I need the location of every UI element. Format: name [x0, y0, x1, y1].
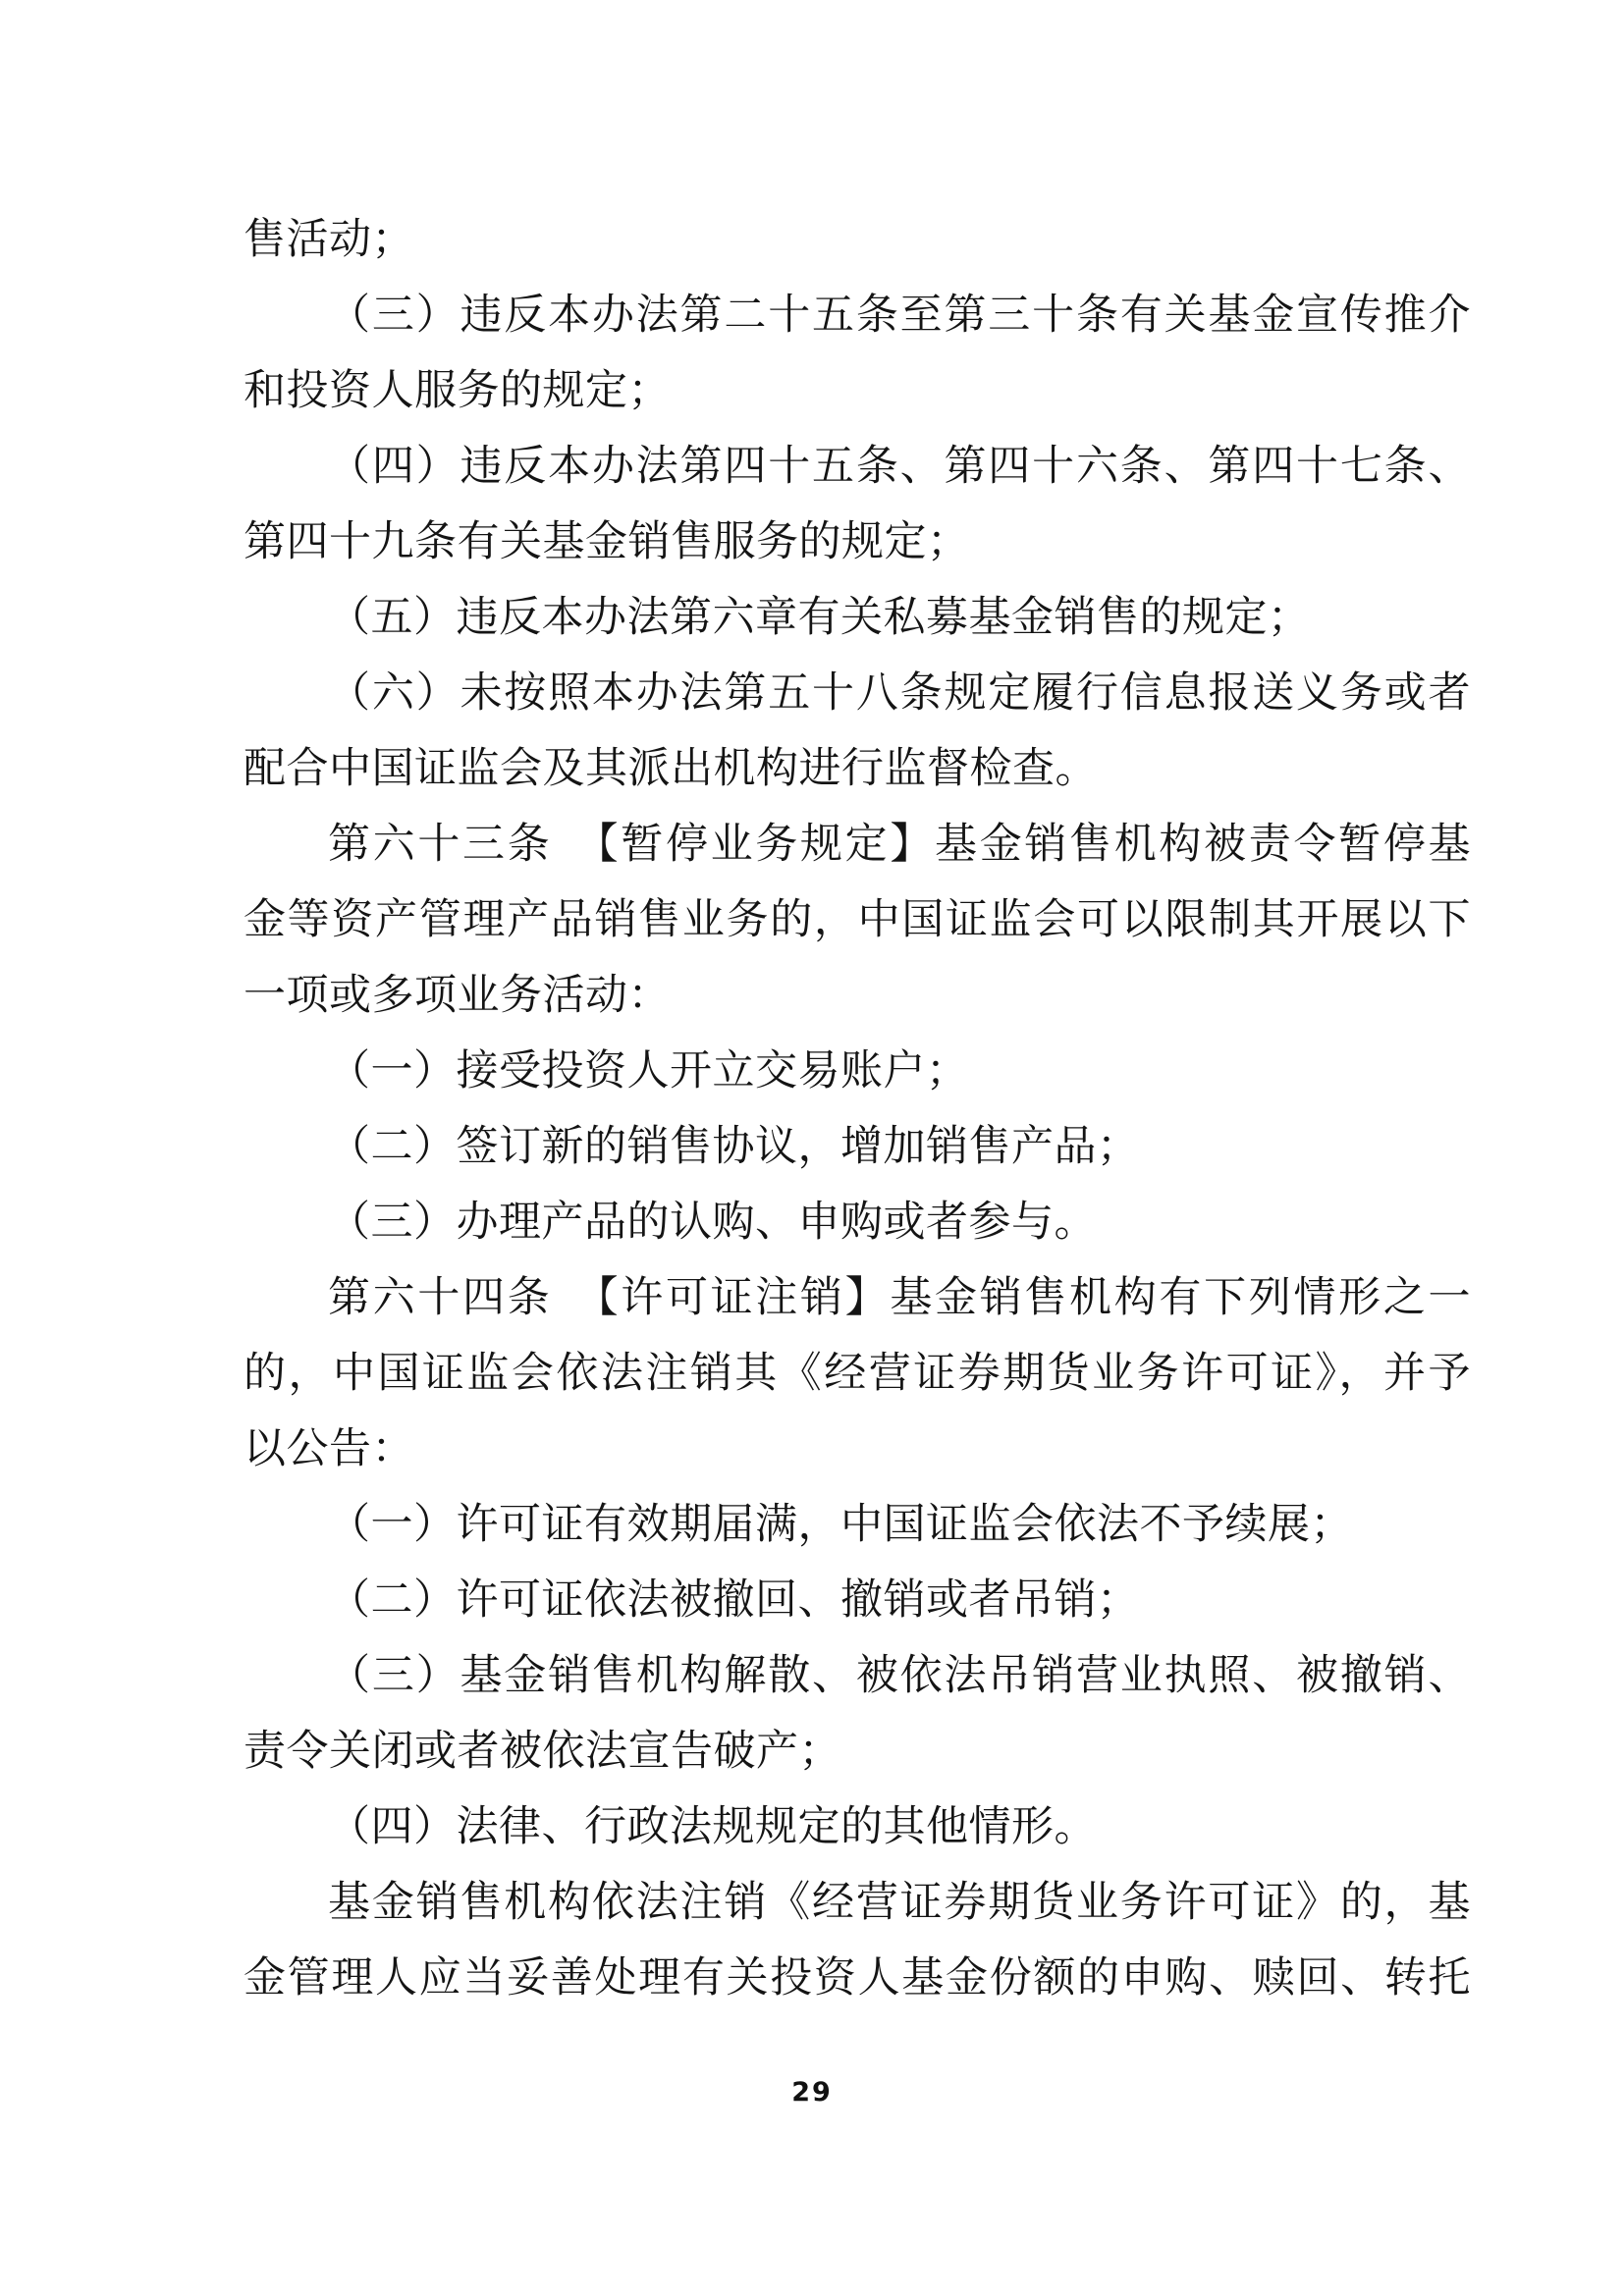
page-number: 29 [791, 2077, 833, 2108]
document-line: 第四十九条有关基金销售服务的规定； [244, 519, 970, 565]
document-line: 第六十四条 【许可证注销】基金销售机构有下列情形之一 [328, 1275, 1471, 1321]
document-line: 和投资人服务的规定； [244, 368, 671, 414]
document-line: （二）许可证依法被撤回、撤销或者吊销； [328, 1577, 1140, 1624]
document-line: 以公告： [244, 1426, 414, 1472]
document-line: （六）未按照本办法第五十八条规定履行信息报送义务或者 [328, 670, 1471, 717]
document-line: （一）许可证有效期届满，中国证监会依法不予续展； [328, 1502, 1353, 1548]
document-line: 金管理人应当妥善处理有关投资人基金份额的申购、赎回、转托 [244, 1955, 1471, 2002]
document-line: （三）办理产品的认购、申购或者参与。 [328, 1200, 1097, 1246]
document-line: （五）违反本办法第六章有关私募基金销售的规定； [328, 595, 1311, 641]
document-line: 基金销售机构依法注销《经营证券期货业务许可证》的，基 [328, 1880, 1471, 1926]
document-line: 第六十三条 【暂停业务规定】基金销售机构被责令暂停基 [328, 822, 1471, 868]
document-line: 的，中国证监会依法注销其《经营证券期货业务许可证》，并予 [244, 1351, 1471, 1397]
document-line: （一）接受投资人开立交易账户； [328, 1048, 969, 1095]
document-line: 售活动； [244, 217, 414, 263]
document-line: 金等资产管理产品销售业务的，中国证监会可以限制其开展以下 [244, 897, 1471, 943]
document-line: 一项或多项业务活动： [244, 973, 671, 1019]
document-line: （三）基金销售机构解散、被依法吊销营业执照、被撤销、 [328, 1653, 1471, 1699]
document-line: （四）违反本办法第四十五条、第四十六条、第四十七条、 [328, 444, 1471, 490]
document-body [244, 202, 1471, 2016]
document-line: （二）签订新的销售协议，增加销售产品； [328, 1124, 1140, 1170]
document-line: 配合中国证监会及其派出机构进行监督检查。 [244, 746, 1098, 792]
document-line: （三）违反本办法第二十五条至第三十条有关基金宣传推介 [328, 293, 1471, 339]
document-line: （四）法律、行政法规规定的其他情形。 [328, 1804, 1097, 1850]
document-line: 责令关闭或者被依法宣告破产； [244, 1729, 841, 1775]
page-footer [0, 2077, 1624, 2108]
